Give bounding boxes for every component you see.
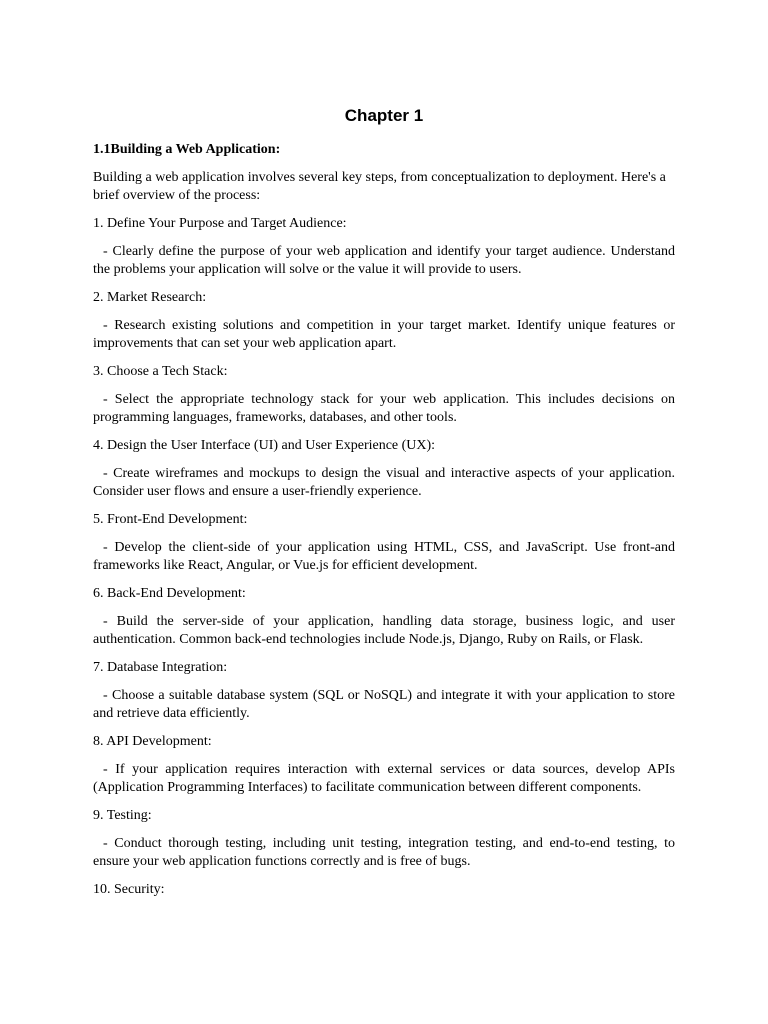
intro-paragraph: Building a web application involves several key steps, from conceptualization to deployment. Here's a brief overview of the process: bbox=[93, 170, 666, 203]
step-body: - Select the appropriate technology stack for your web application. This includes decisions on programming languages, frameworks, databases, and other tools. bbox=[93, 392, 675, 425]
step-heading: 9. Testing: bbox=[93, 808, 152, 823]
step-body: - Develop the client-side of your application using HTML, CSS, and JavaScript. Use front-and frameworks like React, Angular, or Vue.js for efficient development. bbox=[93, 540, 675, 573]
step-heading: 6. Back-End Development: bbox=[93, 586, 246, 601]
step-10 bbox=[93, 881, 675, 899]
step-1 bbox=[93, 215, 675, 279]
step-body: - If your application requires interaction with external services or data sources, develop APIs (Application Programming Interfaces) to facilitate communication between different components. bbox=[93, 762, 675, 795]
step-body: - Clearly define the purpose of your web application and identify your target audience. Understand the problems your application will solve or the value it will provide to users. bbox=[93, 244, 675, 277]
step-2 bbox=[93, 289, 675, 353]
section-heading: 1.1Building a Web Application: bbox=[93, 142, 281, 157]
step-3 bbox=[93, 363, 675, 427]
step-body: - Research existing solutions and competition in your target market. Identify unique features or improvements that can set your web application apart. bbox=[93, 318, 675, 351]
step-heading: 5. Front-End Development: bbox=[93, 512, 248, 527]
step-heading: 3. Choose a Tech Stack: bbox=[93, 364, 228, 379]
step-heading: 8. API Development: bbox=[93, 734, 212, 749]
step-body: - Choose a suitable database system (SQL or NoSQL) and integrate it with your application to store and retrieve data efficiently. bbox=[93, 688, 675, 721]
step-4 bbox=[93, 437, 675, 501]
step-heading: 7. Database Integration: bbox=[93, 660, 228, 675]
step-body: - Conduct thorough testing, including unit testing, integration testing, and end-to-end testing, to ensure your web application functions correctly and is free of bugs. bbox=[93, 836, 675, 869]
step-8 bbox=[93, 733, 675, 797]
chapter-title: Chapter 1 bbox=[344, 106, 424, 125]
step-body: - Build the server-side of your application, handling data storage, business logic, and user authentication. Common back-end technologies include Node.js, Django, Ruby on Rails, or Flask. bbox=[93, 614, 675, 647]
step-heading: 10. Security: bbox=[93, 882, 165, 897]
document-page bbox=[93, 104, 675, 909]
step-heading: 4. Design the User Interface (UI) and User Experience (UX): bbox=[93, 438, 436, 453]
step-5 bbox=[93, 511, 675, 575]
step-heading: 1. Define Your Purpose and Target Audience: bbox=[93, 216, 347, 231]
step-9 bbox=[93, 807, 675, 871]
step-7 bbox=[93, 659, 675, 723]
step-heading: 2. Market Research: bbox=[93, 290, 207, 305]
step-body: - Create wireframes and mockups to design the visual and interactive aspects of your application. Consider user flows and ensure a user-friendly experience. bbox=[93, 466, 675, 499]
step-6 bbox=[93, 585, 675, 649]
